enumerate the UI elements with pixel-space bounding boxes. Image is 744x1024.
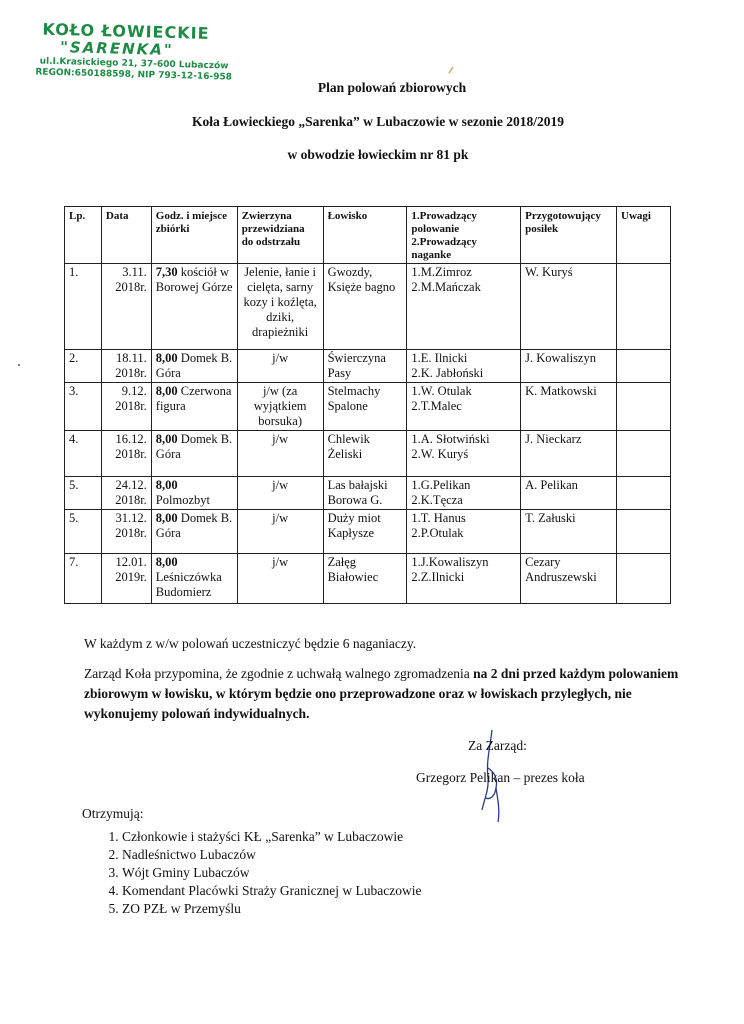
- cell-leaders: [407, 264, 521, 350]
- cell-time: 8,00: [155, 351, 178, 365]
- cell-meal: J. Kowaliszyn: [521, 350, 617, 383]
- cell-date: 31.12. 2018r.: [101, 510, 151, 554]
- cell-date: 24.12. 2018r.: [101, 477, 151, 510]
- cell-leader-1: 1.J.Kowaliszyn: [411, 555, 489, 569]
- board-reminder-intro: Zarząd Koła przypomina, że zgodnie z uchwałą walnego zgromadzenia: [84, 666, 474, 681]
- cell-notes: [617, 264, 671, 350]
- board-reminder-bold: na 2 dni przed każdym polowaniem zbiorowym w łowisku, w którym będzie ono przeprowadzone oraz w łowiskach przyległych, nie wykonujemy polowań indywidualnych.: [84, 666, 679, 721]
- document-subtitle: Koła Łowieckiego „Sarenka” w Lubaczowie w sezonie 2018/2019: [191, 114, 565, 129]
- cell-notes: [617, 350, 671, 383]
- cell-game: j/w: [237, 350, 323, 383]
- cell-leader-1: 1.E. Ilnicki: [411, 351, 468, 365]
- cell-time-place: [151, 554, 237, 604]
- cell-date: 3.11. 2018r.: [101, 264, 151, 350]
- cell-place: Domek B. Góra: [155, 351, 233, 380]
- cell-leaders: [407, 350, 521, 383]
- cell-time-place: [151, 264, 237, 350]
- cell-lp: 3.: [65, 383, 102, 431]
- cell-game: Jelenie, łanie i cielęta, sarny kozy i koźlęta, dziki, drapieżniki: [237, 264, 323, 350]
- cell-time: 8,00: [155, 432, 178, 446]
- organization-stamp: [33, 19, 234, 83]
- cell-game: j/w: [237, 554, 323, 604]
- cell-date: 12.01. 2019r.: [101, 554, 151, 604]
- cell-lp: 2.: [65, 350, 102, 383]
- cell-time: 8,00: [155, 511, 178, 525]
- cell-place: Domek B. Góra: [155, 511, 233, 540]
- cell-game: j/w: [237, 510, 323, 554]
- cell-lp: 5.: [65, 477, 102, 510]
- cell-lp: 4.: [65, 431, 102, 477]
- table-row: [65, 264, 671, 350]
- cell-time-place: [151, 383, 237, 431]
- cell-leader-2: 2.K. Jabłoński: [411, 366, 484, 380]
- cell-notes: [617, 383, 671, 431]
- cell-area: Załęg Białowiec: [323, 554, 407, 604]
- cell-place: Polmozbyt: [155, 493, 210, 507]
- cell-leader-1: 1.A. Słotwiński: [411, 432, 490, 446]
- cell-lp: 1.: [65, 264, 102, 350]
- cell-date: 18.11. 2018r.: [101, 350, 151, 383]
- cell-leader-2: 2.P.Otulak: [411, 526, 464, 540]
- cell-area: Las bałajski Borowa G.: [323, 477, 407, 510]
- list-item: 4. Komendant Placówki Straży Granicznej w Lubaczowie: [122, 882, 422, 900]
- cell-leader-1: 1.G.Pelikan: [411, 478, 471, 492]
- cell-notes: [617, 510, 671, 554]
- cell-lp: 7.: [65, 554, 102, 604]
- col-header-date: Data: [101, 207, 151, 264]
- cell-area: Gwozdy, Księże bagno: [323, 264, 407, 350]
- cell-leader-2: 2.W. Kuryś: [411, 447, 469, 461]
- cell-meal: T. Załuski: [521, 510, 617, 554]
- cell-leaders: [407, 383, 521, 431]
- cell-game: j/w: [237, 477, 323, 510]
- scan-speck: [18, 364, 20, 366]
- stamp-line-address: ul.I.Krasickiego 21, 37-600 Lubaczów: [39, 56, 229, 72]
- cell-leader-1: 1.M.Zimroz: [411, 265, 472, 279]
- cell-leader-2: 2.K.Tęcza: [411, 493, 463, 507]
- cell-time-place: [151, 510, 237, 554]
- table-row: [65, 510, 671, 554]
- cell-meal: J. Nieckarz: [521, 431, 617, 477]
- cell-notes: [617, 477, 671, 510]
- stamp-line-name: KOŁO ŁOWIECKIE: [42, 19, 210, 43]
- stamp-line-club: "SARENKA": [59, 38, 174, 60]
- cell-date: 9.12. 2018r.: [101, 383, 151, 431]
- cell-time-place: [151, 477, 237, 510]
- document-title: Plan polowań zbiorowych: [317, 80, 467, 95]
- hunt-plan-table: [64, 206, 671, 604]
- cell-leader-1: 1.T. Hanus: [411, 511, 466, 525]
- cell-area: Świerczyna Pasy: [323, 350, 407, 383]
- cell-time-place: [151, 431, 237, 477]
- signatory-name: Grzegorz Pelikan – prezes koła: [416, 770, 585, 785]
- cell-leaders: [407, 477, 521, 510]
- cell-area: Chlewik Żeliski: [323, 431, 407, 477]
- cell-area: Stelmachy Spalone: [323, 383, 407, 431]
- recipients-list: [96, 828, 422, 918]
- cell-meal: Cezary Andruszewski: [521, 554, 617, 604]
- cell-time-place: [151, 350, 237, 383]
- cell-leader-2: 2.M.Mańczak: [411, 280, 481, 294]
- cell-leader-1: 1.W. Otulak: [411, 384, 472, 398]
- board-reminder: [84, 664, 684, 724]
- col-header-time-place: Godz. i miejsce zbiórki: [151, 207, 237, 264]
- signature-label: Za Zarząd:: [468, 738, 527, 753]
- cell-meal: W. Kuryś: [521, 264, 617, 350]
- table-header-row: [65, 207, 671, 264]
- cell-meal: A. Pelikan: [521, 477, 617, 510]
- cell-game: j/w (za wyjątkiem borsuka): [237, 383, 323, 431]
- cell-lp: 5.: [65, 510, 102, 554]
- table-row: [65, 350, 671, 383]
- cell-leaders: [407, 554, 521, 604]
- cell-leaders: [407, 431, 521, 477]
- recipients-title: Otrzymują:: [82, 806, 144, 821]
- cell-leader-2: 2.Z.Ilnicki: [411, 570, 465, 584]
- table-row: [65, 431, 671, 477]
- cell-time: 8,00: [155, 555, 178, 569]
- cell-leader-2: 2.T.Malec: [411, 399, 462, 413]
- cell-place: Leśniczówka Budomierz: [155, 570, 222, 599]
- cell-area: Duży miot Kapłysze: [323, 510, 407, 554]
- cell-time: 8,00: [155, 478, 178, 492]
- cell-place: kościół w Borowej Górze: [155, 265, 233, 294]
- col-header-notes: Uwagi: [617, 207, 671, 264]
- stamp-line-regon: REGON:650188598, NIP 793-12-16-958: [35, 67, 233, 83]
- cell-place: Czerwona figura: [155, 384, 232, 413]
- cell-place: Domek B. Góra: [155, 432, 233, 461]
- list-item: 1. Członkowie i stażyści KŁ „Sarenka” w Lubaczowie: [122, 828, 422, 846]
- cell-time: 7,30: [155, 265, 178, 279]
- table-row: [65, 383, 671, 431]
- col-header-meal: Przygotowujący posiłek: [521, 207, 617, 264]
- list-item: 3. Wójt Gminy Lubaczów: [122, 864, 422, 882]
- ink-mark-icon: [448, 66, 454, 74]
- cell-time: 8,00: [155, 384, 178, 398]
- col-header-lp: Lp.: [65, 207, 102, 264]
- cell-notes: [617, 554, 671, 604]
- beaters-note: W każdym z w/w polowań uczestniczyć będzie 6 naganiaczy.: [84, 636, 417, 651]
- cell-meal: K. Matkowski: [521, 383, 617, 431]
- table-row: [65, 477, 671, 510]
- cell-notes: [617, 431, 671, 477]
- document-district: w obwodzie łowieckim nr 81 pk: [287, 147, 469, 162]
- table-row: [65, 554, 671, 604]
- cell-leaders: [407, 510, 521, 554]
- cell-date: 16.12. 2018r.: [101, 431, 151, 477]
- list-item: 2. Nadleśnictwo Lubaczów: [122, 846, 422, 864]
- list-item: 5. ZO PZŁ w Przemyślu: [122, 900, 422, 918]
- col-header-game: Zwierzyna przewidziana do odstrzału: [237, 207, 323, 264]
- col-header-area: Łowisko: [323, 207, 407, 264]
- cell-game: j/w: [237, 431, 323, 477]
- col-header-leaders: 1.Prowadzący polowanie 2.Prowadzący naganke: [407, 207, 521, 264]
